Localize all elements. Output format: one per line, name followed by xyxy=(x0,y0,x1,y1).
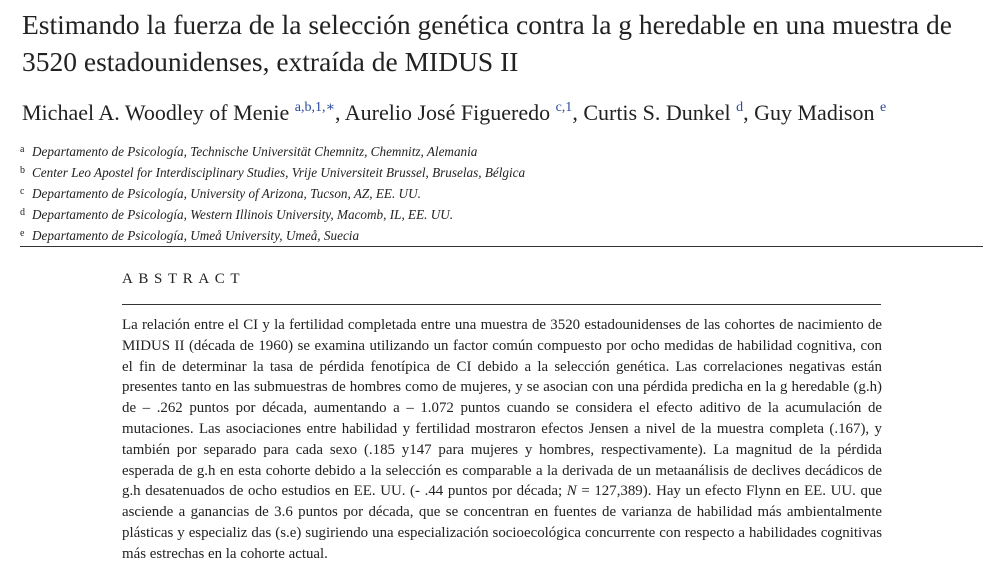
paper-title: Estimando la fuerza de la selección genética contra la g heredable en una muestra de 3520 estadounidenses, extraída de MIDUS II xyxy=(22,9,952,77)
affiliation-mark: c xyxy=(20,186,25,197)
affiliation-item xyxy=(20,203,980,224)
author-affiliation-mark[interactable]: c,1 xyxy=(555,100,573,115)
affiliation-text: Departamento de Psicología, Western Illinois University, Macomb, IL, EE. UU. xyxy=(32,207,454,222)
affiliation-item xyxy=(20,140,980,161)
author-name: Guy Madison xyxy=(754,100,875,125)
abstract-divider xyxy=(122,304,881,305)
affiliation-item xyxy=(20,224,980,245)
author-list: Michael A. Woodley of Menie $^{a,b,1,∗}$, Aurelio José Figueredo $^{c,1}$, Curtis S. Dunkel $^d$, Guy Madison $^e$ xyxy=(22,100,887,125)
author-affiliation-mark[interactable]: e xyxy=(880,100,887,115)
abstract-text-part2: = 127,389). Hay un efecto Flynn en EE. UU. que asciende a ganancias de 3.6 puntos por década, que se concentran en fuentes de varianza de habilidad más ambientalmente plásticas y especializ das (s.e) sugiriendo una especialización socioecológica concurrente con respecto a habilidades cognitivas más estrechas en la cohorte actual. xyxy=(122,483,882,562)
affiliation-item xyxy=(20,182,980,203)
affiliation-mark: e xyxy=(20,228,25,239)
abstract-heading: ABSTRACT xyxy=(122,271,246,287)
author-affiliation-mark[interactable]: a,b,1,∗ xyxy=(294,100,335,115)
affiliation-text: Center Leo Apostel for Interdisciplinary Studies, Vrije Universiteit Brussel, Bruselas, Bélgica xyxy=(32,165,526,180)
header-divider xyxy=(20,246,983,247)
affiliation-list xyxy=(20,140,980,245)
affiliation-text: Departamento de Psicología, Technische Universität Chemnitz, Chemnitz, Alemania xyxy=(32,144,478,159)
author-name: Michael A. Woodley of Menie xyxy=(22,100,290,125)
author-affiliation-mark[interactable]: d xyxy=(736,100,744,115)
affiliation-text: Departamento de Psicología, Umeå University, Umeå, Suecia xyxy=(32,228,360,243)
abstract-text xyxy=(122,315,882,565)
affiliation-item xyxy=(20,161,980,182)
author-name: Curtis S. Dunkel xyxy=(583,100,731,125)
affiliation-mark: b xyxy=(20,165,25,176)
affiliation-text: Departamento de Psicología, University of Arizona, Tucson, AZ, EE. UU. xyxy=(32,186,421,201)
affiliation-mark: d xyxy=(20,207,25,218)
abstract-text-part1: La relación entre el CI y la fertilidad completada entre una muestra de 3520 estadounidenses de las cohortes de nacimiento de MIDUS II (década de 1960) se examina utilizando un factor común compuesto por ocho medidas de habilidad cognitiva, con el fin de determinar la tasa de pérdida fenotípica de CI debido a la selección genética. Las correlaciones negativas están presentes tanto en las submuestras de hombres como de mujeres, y se asocian con una pérdida predicha en la g heredable (g.h) de – .262 puntos por década, aumentando a – 1.072 puntos cuando se considera el efecto aditivo de la acumulación de mutaciones. Las asociaciones entre habilidad y fertilidad mostraron efectos Jensen a nivel de la muestra completa (.167), y también por separado para cada sexo (.185 y147 para mujeres y hombres, respectivamente). La magnitud de la pérdida esperada de g.h en esta cohorte debido a la selección es comparable a la derivada de un metaanálisis de declives decádicos de g.h desatenuados de ocho estudios en EE. UU. (- .44 puntos por década; xyxy=(122,317,882,500)
author-name: Aurelio José Figueredo xyxy=(344,100,551,125)
affiliation-mark: a xyxy=(20,144,25,155)
abstract-n-symbol: N xyxy=(566,483,577,500)
